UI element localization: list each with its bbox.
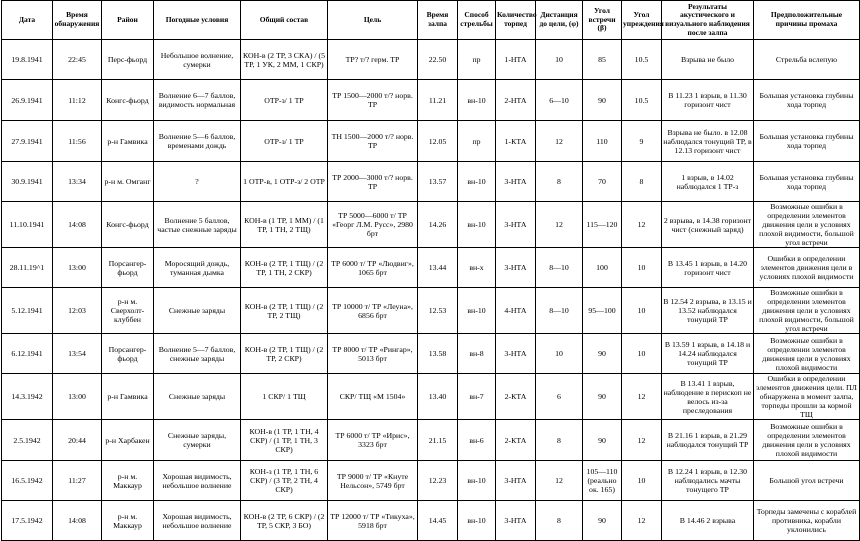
col-firing-method-cell: пр — [458, 40, 496, 80]
col-meeting-angle-cell: 95—100 — [583, 288, 622, 334]
col-miss-causes-cell: Возможные ошибки в определении элементов движения цели в условиях плохой видимости, большой угол встречи — [754, 288, 860, 334]
col-weather-cell: Хорошая видимость, небольшое волнение — [154, 501, 241, 541]
col-composition-cell: 1 СКР/ 1 ТЩ — [241, 374, 328, 420]
col-composition-cell: КОН-в (2 ТР, 1 ТЩ) / (2 ТР, 2 ТЩ) — [241, 288, 328, 334]
col-weather-cell: Волнение 5—7 баллов, снежные заряды — [154, 334, 241, 374]
col-distance-cell: 8 — [536, 501, 583, 541]
col-weather-cell: Хорошая видимость, небольшое волнение — [154, 461, 241, 501]
col-weather-cell: Снежные заряды, сумерки — [154, 420, 241, 461]
col-lead-angle-cell: 10.5 — [622, 40, 662, 80]
col-area-cell: р-н м. Сверхолт-клуббен — [102, 288, 154, 334]
col-target-cell: ТР 5000—6000 т/ ТР «Георг Л.М. Русс», 2980 брт — [328, 202, 418, 248]
col-distance-header: Дистанция до цели, (φ) — [536, 1, 583, 40]
col-distance-cell: 6 — [536, 374, 583, 420]
col-area-header: Район — [102, 1, 154, 40]
col-date-cell: 27.9.1941 — [2, 121, 53, 162]
col-results-cell: Взрыва не было — [662, 40, 754, 80]
col-firing-method-cell: вн-10 — [458, 288, 496, 334]
col-detection-time-cell: 11:56 — [53, 121, 102, 162]
col-salvo-time-cell: 13.40 — [418, 374, 458, 420]
col-firing-method-header: Способ стрельбы — [458, 1, 496, 40]
col-firing-method-cell: вн-7 — [458, 374, 496, 420]
col-weather-cell: Волнение 6—7 баллов, видимость нормальная — [154, 80, 241, 121]
col-composition-cell: КОН-з (1 ТР, 1 ТН, 6 СКР) / (3 ТР, 2 ТН, 4 СКР) — [241, 461, 328, 501]
col-salvo-time-cell: 21.15 — [418, 420, 458, 461]
col-meeting-angle-cell: 110 — [583, 121, 622, 162]
col-detection-time-cell: 13:00 — [53, 374, 102, 420]
col-results-cell: В 13.41 1 взрыв, наблюдение в перископ не велось из-за преследования — [662, 374, 754, 420]
col-lead-angle-cell: 10.5 — [622, 80, 662, 121]
col-area-cell: р-н м. Маккаур — [102, 461, 154, 501]
col-date-cell: 28.11.19^1 — [2, 248, 53, 288]
col-area-cell: Перс-фьорд — [102, 40, 154, 80]
col-composition-cell: КОН-в (2 ТР, 6 СКР) / (2 ТР, 5 СКР, 3 БО) — [241, 501, 328, 541]
col-meeting-angle-cell: 90 — [583, 374, 622, 420]
col-weather-cell: ? — [154, 162, 241, 202]
col-miss-causes-cell: Стрельба вслепую — [754, 40, 860, 80]
col-results-cell: 2 взрыва, в 14.38 горизонт чист (снежный заряд) — [662, 202, 754, 248]
col-miss-causes-header: Предположительные причины промаха — [754, 1, 860, 40]
col-distance-cell: 8 — [536, 420, 583, 461]
col-results-cell: В 12.54 2 взрыва, в 13.15 и 13.52 наблюдался тонущий ТР — [662, 288, 754, 334]
col-target-cell: СКР/ ТЩ «М 1504» — [328, 374, 418, 420]
col-detection-time-cell: 14:08 — [53, 501, 102, 541]
col-date-header: Дата — [2, 1, 53, 40]
col-salvo-time-cell: 12.05 — [418, 121, 458, 162]
col-detection-time-cell: 14:08 — [53, 202, 102, 248]
col-results-cell: В 13.59 1 взрыв, в 14.18 и 14.24 наблюдался тонущий ТР — [662, 334, 754, 374]
col-results-cell: В 14.46 2 взрыва — [662, 501, 754, 541]
col-torpedo-count-cell: 2-НТА — [496, 80, 536, 121]
col-miss-causes-cell: Большая установка глубины хода торпед — [754, 80, 860, 121]
col-torpedo-count-cell: 1-НТА — [496, 40, 536, 80]
col-meeting-angle-cell: 90 — [583, 501, 622, 541]
col-date-cell: 11.10.1941 — [2, 202, 53, 248]
col-torpedo-count-cell: 3-НТА — [496, 334, 536, 374]
col-detection-time-cell: 11:12 — [53, 80, 102, 121]
col-composition-cell: ОТР-з/ 1 ТР — [241, 121, 328, 162]
col-composition-cell: 1 ОТР-в, 1 ОТР-з/ 2 ОТР — [241, 162, 328, 202]
col-date-cell: 2.5.1942 — [2, 420, 53, 461]
col-detection-time-header: Время обнаружения — [53, 1, 102, 40]
table-body — [2, 40, 860, 541]
table-row — [2, 501, 860, 541]
col-composition-cell: КОН-в (1 ТР, 1 ТН, 4 СКР) / (1 ТР, 1 ТН, 3 СКР) — [241, 420, 328, 461]
col-composition-cell: КОН-в (2 ТР, 1 ТЩ) / (2 ТР, 2 СКР) — [241, 334, 328, 374]
col-composition-cell: ОТР-з/ 1 ТР — [241, 80, 328, 121]
col-torpedo-count-cell: 2-КТА — [496, 420, 536, 461]
col-salvo-time-cell: 12.23 — [418, 461, 458, 501]
col-date-cell: 5.12.1941 — [2, 288, 53, 334]
table-row — [2, 420, 860, 461]
col-weather-cell: Моросящий дождь, туманная дымка — [154, 248, 241, 288]
col-lead-angle-cell: 12 — [622, 374, 662, 420]
col-area-cell: р-н м. Омганг — [102, 162, 154, 202]
col-firing-method-cell: вн-6 — [458, 420, 496, 461]
col-composition-cell: КОН-в (1 ТР, 1 ММ) / (1 ТР, 1 ТН, 2 ТЩ) — [241, 202, 328, 248]
col-lead-angle-cell: 10 — [622, 288, 662, 334]
col-miss-causes-cell: Торпеды замечены с кораблей противника, корабли уклонились — [754, 501, 860, 541]
col-results-header: Результаты акустического и визуального наблюдения после залпа — [662, 1, 754, 40]
col-meeting-angle-cell: 90 — [583, 80, 622, 121]
col-target-cell: ТР 6000 т/ ТР «Ирис», 3323 брт — [328, 420, 418, 461]
col-detection-time-cell: 22:45 — [53, 40, 102, 80]
col-meeting-angle-header: Угол встречи (β) — [583, 1, 622, 40]
col-distance-cell: 8 — [536, 162, 583, 202]
col-weather-header: Погодные условия — [154, 1, 241, 40]
col-composition-header: Общий состав — [241, 1, 328, 40]
table-row — [2, 248, 860, 288]
col-firing-method-cell: вн-10 — [458, 162, 496, 202]
col-torpedo-count-cell: 4-НТА — [496, 288, 536, 334]
col-meeting-angle-cell: 70 — [583, 162, 622, 202]
col-area-cell: Порсангер-фьорд — [102, 334, 154, 374]
col-lead-angle-cell: 12 — [622, 202, 662, 248]
col-detection-time-cell: 12:03 — [53, 288, 102, 334]
col-weather-cell: Волнение 5 баллов, частые снежные заряды — [154, 202, 241, 248]
col-distance-cell: 8—10 — [536, 248, 583, 288]
col-detection-time-cell: 13:54 — [53, 334, 102, 374]
col-composition-cell: КОН-в (2 ТР, 1 ТЩ) / (2 ТР, 1 ТН, 2 СКР) — [241, 248, 328, 288]
col-date-cell: 30.9.1941 — [2, 162, 53, 202]
col-miss-causes-cell: Большая установка глубины хода торпед — [754, 162, 860, 202]
col-meeting-angle-cell: 100 — [583, 248, 622, 288]
col-results-cell: Взрыва не было. в 12.08 наблюдался тонущий ТР, в 12.13 горизонт чист — [662, 121, 754, 162]
col-torpedo-count-cell: 3-НТА — [496, 501, 536, 541]
col-meeting-angle-cell: 105—110 (реально ок. 165) — [583, 461, 622, 501]
col-date-cell: 26.9.1941 — [2, 80, 53, 121]
col-target-cell: ТР 6000 т/ ТР «Людвиг», 1065 брт — [328, 248, 418, 288]
col-area-cell: Порсангер-фьорд — [102, 248, 154, 288]
header-row — [2, 1, 860, 40]
col-lead-angle-cell: 12 — [622, 501, 662, 541]
col-detection-time-cell: 20:44 — [53, 420, 102, 461]
col-firing-method-cell: вн-10 — [458, 461, 496, 501]
col-salvo-time-cell: 11.21 — [418, 80, 458, 121]
col-composition-cell: КОН-в (2 ТР, 3 СКА) / (5 ТР, 1 УК, 2 ММ, 1 СКР) — [241, 40, 328, 80]
col-lead-angle-cell: 8 — [622, 162, 662, 202]
col-meeting-angle-cell: 115—120 — [583, 202, 622, 248]
col-miss-causes-cell: Большой угол встречи — [754, 461, 860, 501]
col-meeting-angle-cell: 90 — [583, 334, 622, 374]
col-target-cell: ТР 8000 т/ ТР «Рингар», 5013 брт — [328, 334, 418, 374]
col-lead-angle-cell: 10 — [622, 248, 662, 288]
col-weather-cell: Волнение 5—6 баллов, временами дождь — [154, 121, 241, 162]
col-area-cell: р-н Харбакен — [102, 420, 154, 461]
col-weather-cell: Снежные заряды — [154, 374, 241, 420]
col-distance-cell: 12 — [536, 202, 583, 248]
col-salvo-time-cell: 13.57 — [418, 162, 458, 202]
col-date-cell: 6.12.1941 — [2, 334, 53, 374]
col-distance-cell: 12 — [536, 121, 583, 162]
col-results-cell: 1 взрыв, в 14.02 наблюдался 1 ТР-з — [662, 162, 754, 202]
col-target-cell: ТН 1500—2000 т/? норв. ТР — [328, 121, 418, 162]
col-salvo-time-header: Время залпа — [418, 1, 458, 40]
table-row — [2, 202, 860, 248]
col-miss-causes-cell: Большая установка глубины хода торпед — [754, 121, 860, 162]
col-weather-cell: Снежные заряды — [154, 288, 241, 334]
col-meeting-angle-cell: 85 — [583, 40, 622, 80]
col-date-cell: 14.3.1942 — [2, 374, 53, 420]
col-weather-cell: Небольшое волнение, сумерки — [154, 40, 241, 80]
col-torpedo-count-cell: 3-НТА — [496, 162, 536, 202]
table-row — [2, 374, 860, 420]
col-lead-angle-cell: 12 — [622, 420, 662, 461]
col-lead-angle-header: Угол упреждения — [622, 1, 662, 40]
col-detection-time-cell: 11:27 — [53, 461, 102, 501]
col-firing-method-cell: пр — [458, 121, 496, 162]
col-lead-angle-cell: 10 — [622, 461, 662, 501]
col-target-cell: ТР 2000—3000 т/? норв. ТР — [328, 162, 418, 202]
col-area-cell: р-н Гамвика — [102, 374, 154, 420]
torpedo-attack-table — [1, 0, 860, 541]
col-torpedo-count-cell: 2-КТА — [496, 374, 536, 420]
col-area-cell: Конгс-фьорд — [102, 80, 154, 121]
col-target-cell: ТР? т/? герм. ТР — [328, 40, 418, 80]
col-detection-time-cell: 13:00 — [53, 248, 102, 288]
col-lead-angle-cell: 9 — [622, 121, 662, 162]
col-torpedo-count-cell: 3-НТА — [496, 202, 536, 248]
col-date-cell: 19.8.1941 — [2, 40, 53, 80]
col-salvo-time-cell: 14.45 — [418, 501, 458, 541]
col-area-cell: р-н Гамвика — [102, 121, 154, 162]
col-miss-causes-cell: Возможные ошибки в определении элементов движения цели в условиях плохой видимости — [754, 334, 860, 374]
col-distance-cell: 10 — [536, 334, 583, 374]
table-row — [2, 40, 860, 80]
table-row — [2, 121, 860, 162]
col-torpedo-count-cell: 1-КТА — [496, 121, 536, 162]
col-firing-method-cell: вн-8 — [458, 334, 496, 374]
col-meeting-angle-cell: 90 — [583, 420, 622, 461]
table-row — [2, 334, 860, 374]
col-results-cell: В 11.23 1 взрыв, в 11.30 горизонт чист — [662, 80, 754, 121]
table-row — [2, 162, 860, 202]
col-salvo-time-cell: 12.53 — [418, 288, 458, 334]
col-target-header: Цель — [328, 1, 418, 40]
col-firing-method-cell: вн-10 — [458, 80, 496, 121]
table-row — [2, 461, 860, 501]
table-row — [2, 80, 860, 121]
table-row — [2, 288, 860, 334]
col-results-cell: В 13.45 1 взрыв, в 14.20 горизонт чист — [662, 248, 754, 288]
col-target-cell: ТР 10000 т/ ТР «Леуна», 6856 брт — [328, 288, 418, 334]
col-salvo-time-cell: 22.50 — [418, 40, 458, 80]
table-header — [2, 1, 860, 40]
col-torpedo-count-header: Количество торпед — [496, 1, 536, 40]
col-firing-method-cell: вн-10 — [458, 202, 496, 248]
col-torpedo-count-cell: 3-НТА — [496, 248, 536, 288]
col-date-cell: 16.5.1942 — [2, 461, 53, 501]
col-detection-time-cell: 13:34 — [53, 162, 102, 202]
col-distance-cell: 8—10 — [536, 288, 583, 334]
col-distance-cell: 12 — [536, 461, 583, 501]
col-date-cell: 17.5.1942 — [2, 501, 53, 541]
col-torpedo-count-cell: 3-НТА — [496, 461, 536, 501]
col-firing-method-cell: вн-10 — [458, 501, 496, 541]
col-distance-cell: 6—10 — [536, 80, 583, 121]
col-firing-method-cell: вн-х — [458, 248, 496, 288]
col-target-cell: ТР 12000 т/ ТР «Тикуха», 5918 брт — [328, 501, 418, 541]
col-lead-angle-cell: 10 — [622, 334, 662, 374]
col-distance-cell: 10 — [536, 40, 583, 80]
col-miss-causes-cell: Возможные ошибки в определении элементов движения цели в условиях плохой видимости — [754, 420, 860, 461]
col-target-cell: ТР 9000 т/ ТР «Кнуте Нельсон», 5749 брт — [328, 461, 418, 501]
col-area-cell: Конгс-фьорд — [102, 202, 154, 248]
col-results-cell: В 12.24 1 взрыв, в 12.30 наблюдались мачты тонущего ТР — [662, 461, 754, 501]
col-salvo-time-cell: 13.44 — [418, 248, 458, 288]
col-miss-causes-cell: Ошибки в определении элементов движения цели. ПЛ обнаружена в момент залпа, торпеды прошли за кормой ТЩ — [754, 374, 860, 420]
col-results-cell: В 21.16 1 взрыв, в 21.29 наблюдался тонущий ТР — [662, 420, 754, 461]
col-salvo-time-cell: 14.26 — [418, 202, 458, 248]
col-miss-causes-cell: Ошибки в определении элементов движения цели в условиях плохой видимости — [754, 248, 860, 288]
col-salvo-time-cell: 13.58 — [418, 334, 458, 374]
col-area-cell: р-н м. Маккаур — [102, 501, 154, 541]
col-miss-causes-cell: Возможные ошибки в определении элементов движения цели в условиях плохой видимости, большой угол встречи — [754, 202, 860, 248]
col-target-cell: ТР 1500—2000 т/? норв. ТР — [328, 80, 418, 121]
